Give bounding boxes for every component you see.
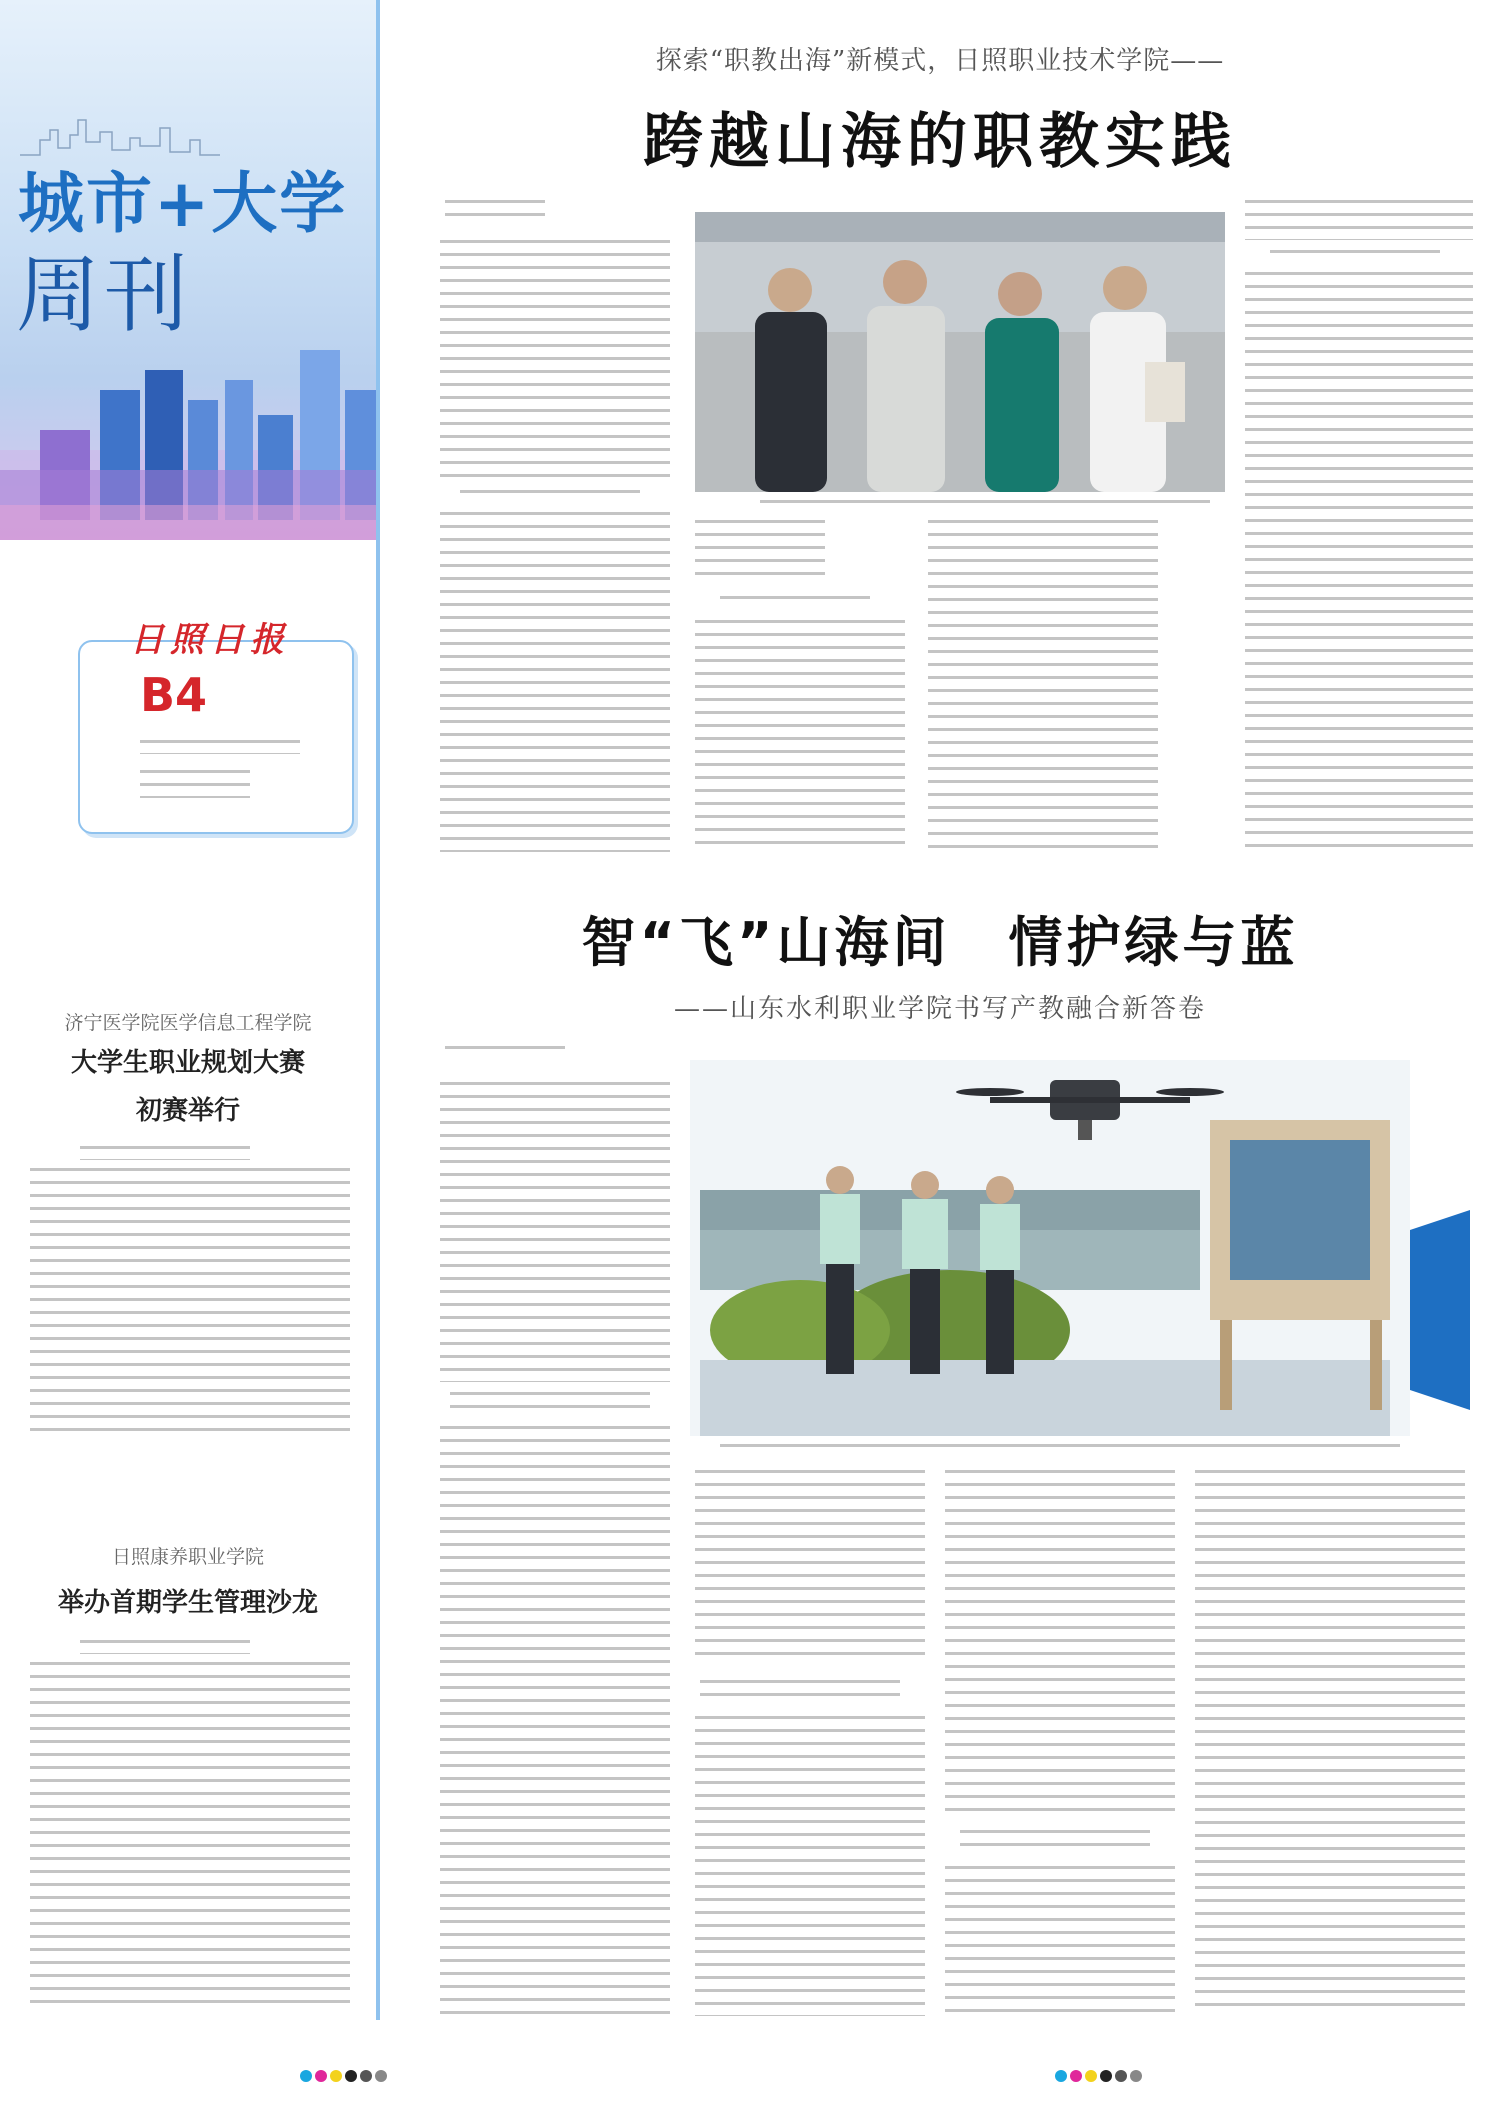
story1-column2-bottom — [695, 620, 905, 852]
story2-column3-bottom — [945, 1866, 1175, 2016]
story2-kicker: ——山东水利职业学院书写产教融合新答卷 — [673, 994, 1206, 1024]
masthead-banner — [0, 0, 378, 540]
group-photo-image — [695, 212, 1225, 492]
story2-column2-top — [695, 1470, 925, 1660]
supplement-title-weekly: 周刊 — [16, 246, 193, 344]
story2-subhead-3 — [960, 1830, 1150, 1852]
sidebar-divider — [376, 0, 380, 2020]
sidebar-article2-headline: 举办首期学生管理沙龙 — [57, 1588, 318, 1618]
story1-photo — [695, 212, 1225, 492]
sidebar-article2-body — [30, 1662, 350, 2012]
story1-headline: 跨越山海的职教实践 — [643, 107, 1237, 177]
story2-column1-top — [440, 1082, 670, 1382]
story2-column4 — [1195, 1470, 1465, 2016]
supplement-title-city-university: 城市+大学 — [18, 165, 348, 242]
decorative-blue-shape — [1410, 1210, 1470, 1410]
page-number: B4 — [140, 668, 208, 722]
sidebar-article1-byline — [80, 1146, 250, 1160]
story2-photo — [690, 1060, 1410, 1436]
story1-subhead-3 — [1270, 250, 1440, 260]
story1-column1-bottom — [440, 512, 670, 852]
story2-column2-bottom — [695, 1716, 925, 2016]
issue-date-line — [140, 740, 300, 754]
story1-photo-caption — [760, 500, 1210, 509]
story2-headline: 智“飞”山海间 情护绿与蓝 — [581, 911, 1299, 974]
story2-subhead-2 — [700, 1680, 900, 1702]
issue-editor-lines — [140, 770, 250, 798]
story1-byline — [445, 200, 545, 226]
sidebar-article2-kicker: 日照康养职业学院 — [111, 1546, 264, 1568]
sidebar-article1-headline-line2: 初赛举行 — [135, 1096, 240, 1126]
sidebar-article2-byline — [80, 1640, 250, 1654]
story1-column4 — [1245, 272, 1473, 852]
story2-photo-caption — [720, 1444, 1400, 1453]
issue-info-box — [78, 640, 354, 834]
story1-column3 — [928, 520, 1158, 852]
story1-subhead-2 — [720, 596, 870, 606]
sidebar-article1-body — [30, 1168, 350, 1436]
registration-marks-right — [1055, 2070, 1142, 2082]
city-skyline-illustration — [0, 330, 378, 540]
sidebar-article1-kicker: 济宁医学院医学信息工程学院 — [64, 1012, 312, 1034]
story1-column2-top — [695, 520, 825, 578]
drone-photo-image — [690, 1060, 1410, 1436]
newspaper-name: 日照日报 — [130, 620, 290, 660]
story2-column1-bottom — [440, 1426, 670, 2016]
story1-kicker: 探索“职教出海”新模式，日照职业技术学院—— — [655, 46, 1225, 76]
story2-subhead-1 — [450, 1392, 650, 1414]
registration-marks-left — [300, 2070, 387, 2082]
story2-byline — [445, 1046, 565, 1058]
story2-column3-top — [945, 1470, 1175, 1820]
story1-column4-top — [1245, 200, 1473, 240]
story1-subhead-1 — [460, 490, 640, 500]
story1-column1-top — [440, 240, 670, 480]
sidebar-article1-headline-line1: 大学生职业规划大赛 — [70, 1048, 305, 1078]
